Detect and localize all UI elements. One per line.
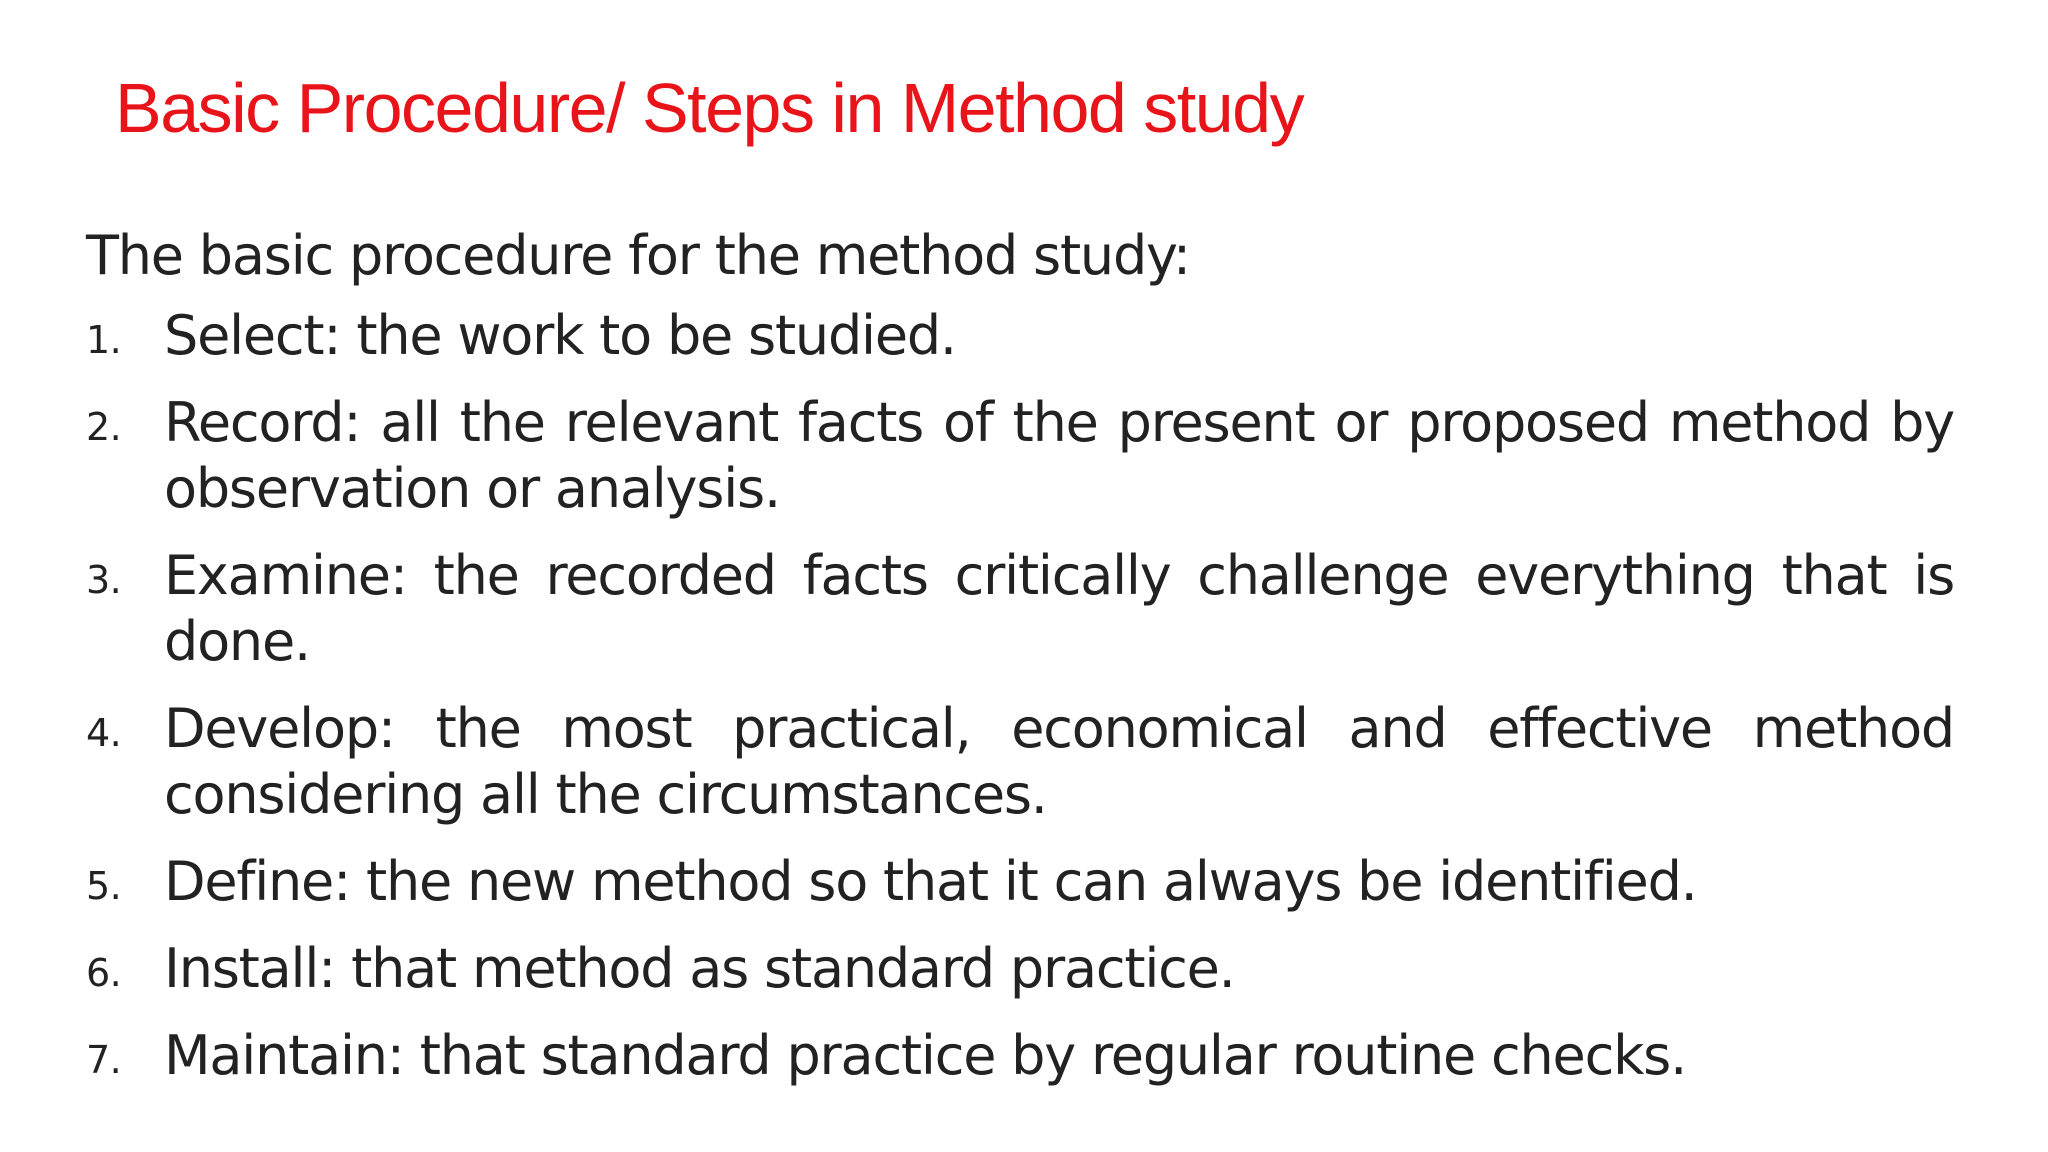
step-text: Record: all the relevant facts of the present or proposed method by observation or analysis. bbox=[164, 391, 1954, 520]
step-text: Examine: the recorded facts critically challenge everything that is done. bbox=[164, 544, 1954, 673]
slide-body bbox=[86, 218, 1954, 1110]
step-text: Maintain: that standard practice by regular routine checks. bbox=[164, 1024, 1687, 1087]
step-text: Define: the new method so that it can always be identified. bbox=[164, 850, 1697, 913]
list-number: 2. bbox=[86, 405, 122, 449]
list-item bbox=[86, 303, 1954, 369]
step-text: Develop: the most practical, economical and effective method considering all the circumstances. bbox=[164, 697, 1954, 826]
list-item bbox=[86, 849, 1954, 915]
step-text: Select: the work to be studied. bbox=[164, 304, 956, 367]
list-number: 6. bbox=[86, 951, 122, 995]
steps-list bbox=[86, 303, 1954, 1089]
list-number: 3. bbox=[86, 558, 122, 602]
list-number: 4. bbox=[86, 711, 122, 755]
list-item bbox=[86, 543, 1954, 675]
slide-title: Basic Procedure/ Steps in Method study bbox=[115, 69, 1304, 147]
list-item bbox=[86, 1023, 1954, 1089]
list-item bbox=[86, 936, 1954, 1002]
intro-text: The basic procedure for the method study: bbox=[86, 224, 1190, 287]
step-text: Install: that method as standard practice. bbox=[164, 937, 1235, 1000]
list-item bbox=[86, 390, 1954, 522]
list-item bbox=[86, 696, 1954, 828]
list-number: 5. bbox=[86, 864, 122, 908]
list-number: 1. bbox=[86, 318, 122, 362]
list-number: 7. bbox=[86, 1038, 122, 1082]
